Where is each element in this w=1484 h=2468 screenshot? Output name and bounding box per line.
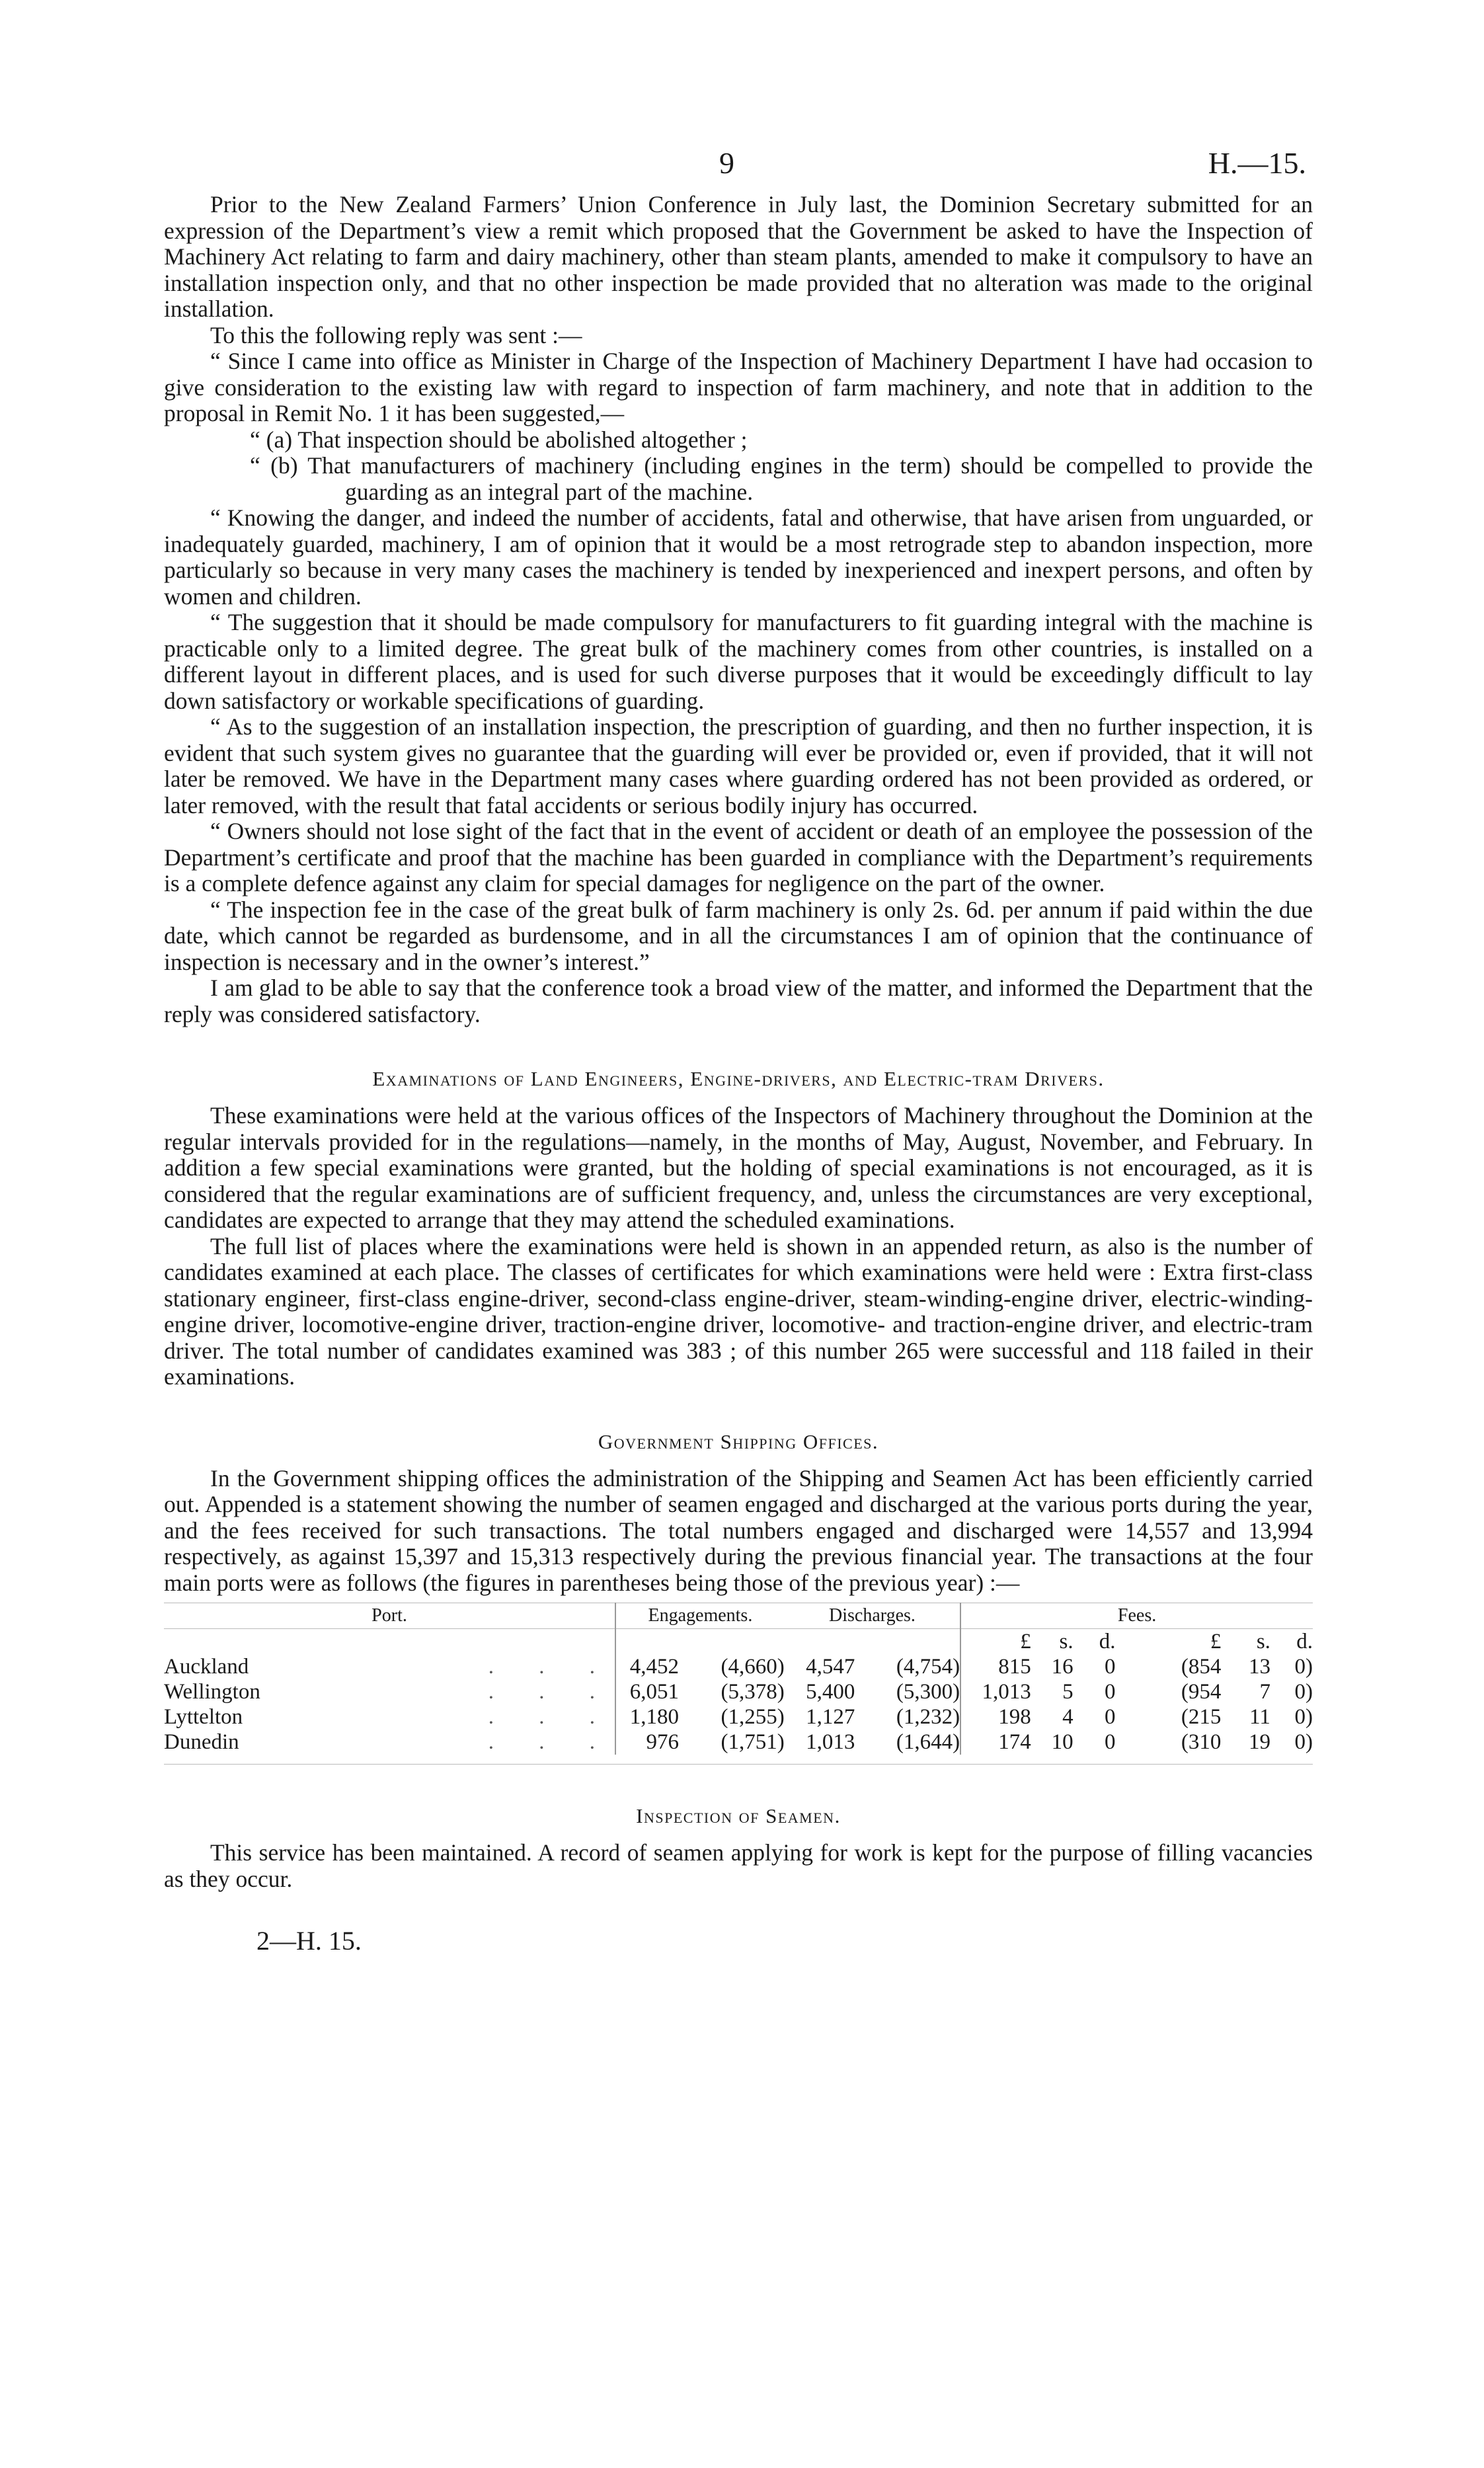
fees-pounds-cell: 1,013	[960, 1679, 1031, 1704]
page-header	[164, 132, 1313, 192]
fees-prev-pence-cell: 0)	[1294, 1730, 1313, 1754]
quote-danger: “ Knowing the danger, and indeed the number of accidents, fatal and otherwise, that have arisen from unguarded, or inadequately guarded, machinery, I am of opinion that it would be a most retrograde step to abandon inspection, more particularly so because in very many cases the machinery is tended by inexperienced and inexpert persons, and often by women and children.	[164, 504, 1313, 610]
table-row	[164, 1679, 1313, 1704]
engagements-cell: 976	[615, 1730, 679, 1755]
dot-leader: . . .	[488, 1730, 615, 1754]
fees-prev-pounds-cell: (310	[1181, 1730, 1222, 1754]
port-cell	[164, 1654, 615, 1679]
paragraph-exams-2: The full list of places where the examinations were held is shown in an appended return, as also is the number of candidates examined at each place. The classes of certificates for which examinations were held were : Extra first-class stationary engineer, first-class engine-driver, second-class engine-driver, steam-winding-engine driver, electric-winding-engine driver, locomotive-engine driver, traction-engine driver, locomotive- and traction-engine driver, and electric-tram driver. The total number of candidates examined was 383 ; of this number 265 were successful and 118 failed in their examinations.	[164, 1232, 1313, 1390]
table-header-row	[164, 1603, 1313, 1629]
engagements-prev-cell: (4,660)	[721, 1655, 785, 1679]
section-heading-seamen: Inspection of Seamen.	[636, 1804, 841, 1827]
fees-pounds-cell: 174	[960, 1730, 1031, 1755]
fees-prev-pence-cell: 0)	[1294, 1680, 1313, 1704]
shipping-table	[164, 1603, 1313, 1765]
document-page	[164, 132, 1313, 1956]
header-discharges: Discharges.	[785, 1603, 960, 1629]
fees-shillings-cell: 10	[1051, 1730, 1074, 1754]
fees-prev-shillings-cell: 19	[1248, 1730, 1270, 1754]
port-cell	[164, 1679, 615, 1704]
port-cell	[164, 1704, 615, 1730]
discharges-prev-cell: (1,644)	[896, 1730, 960, 1754]
port-name: Dunedin	[164, 1730, 239, 1754]
fees-prev-pounds-cell: (215	[1181, 1705, 1222, 1729]
quote-owners: “ Owners should not lose sight of the fact that in the event of accident or death of an employee the possession of the Department’s certificate and proof that the machine has been guarded in compliance with the Department’s requirements is a complete defence against any claim for special damages for negligence on the part of the owner.	[164, 818, 1313, 896]
dot-leader: . . .	[488, 1705, 615, 1729]
fees-prev-pounds-cell: (854	[1181, 1655, 1222, 1679]
unit-prev-pence: d.	[1296, 1630, 1313, 1653]
port-cell	[164, 1730, 615, 1755]
discharges-prev-cell: (1,232)	[896, 1705, 960, 1729]
engagements-prev-cell: (5,378)	[721, 1680, 785, 1704]
quote-item-b: “ (b) That manufacturers of machinery (including engines in the term) should be compelled to provide the guarding as an integral part of the machine.	[250, 452, 1313, 505]
discharges-prev-cell: (5,300)	[896, 1680, 960, 1704]
quote-minister-intro: “ Since I came into office as Minister in Charge of the Inspection of Machinery Department I have had occasion to give consideration to the existing law with regard to inspection of farm machinery, and note that in addition to the proposal in Remit No. 1 it has been suggested,—	[164, 348, 1313, 426]
fees-prev-pence-cell: 0)	[1294, 1655, 1313, 1679]
quote-item-a: “ (a) That inspection should be abolished altogether ;	[250, 426, 748, 453]
fees-prev-shillings-cell: 11	[1249, 1705, 1270, 1729]
quote-guarding: “ The suggestion that it should be made compulsory for manufacturers to fit guarding integral with the machine is practicable only to a limited degree. The great bulk of the machinery comes from other countries, is installed on a different layout in different places, and is used for such diverse purposes that it would be exceedingly difficult to lay down satisfactory or workable specifications of guarding.	[164, 609, 1313, 714]
paragraph-remit: Prior to the New Zealand Farmers’ Union Conference in July last, the Dominion Secretary submitted for an expression of the Department’s view a remit which proposed that the Government be asked to have the Inspection of Machinery Act relating to farm and dairy machinery, other than steam plants, amended to make it compulsory to have an installation inspection only, and that no other inspection be made provided that no alteration was made to the original installation.	[164, 191, 1313, 322]
paragraph-shipping: In the Government shipping offices the administration of the Shipping and Seamen Act has been efficiently carried out. Appended is a statement showing the number of seamen engaged and discharged at the various ports during the year, and the fees received for such transactions. The total numbers engaged and discharged were 14,557 and 13,994 respectively, as against 15,397 and 15,313 respectively during the previous financial year. The transactions at the four main ports were as follows (the figures in parentheses being those of the previous year) :—	[164, 1464, 1313, 1596]
fees-prev-pounds-cell: (954	[1181, 1680, 1222, 1704]
fees-prev-shillings-cell: 7	[1259, 1680, 1270, 1704]
fees-prev-shillings-cell: 13	[1248, 1655, 1270, 1679]
paragraph-seamen: This service has been maintained. A record of seamen applying for work is kept for the purpose of filling vacancies as they occur.	[164, 1839, 1313, 1892]
port-name: Wellington	[164, 1680, 260, 1704]
paragraph-reply-intro: To this the following reply was sent :—	[210, 321, 582, 348]
paragraph-conclusion: I am glad to be able to say that the conference took a broad view of the matter, and informed the Department that the reply was considered satisfactory.	[164, 975, 1313, 1027]
engagements-cell: 1,180	[615, 1704, 679, 1730]
fees-pounds-cell: 815	[960, 1654, 1031, 1679]
unit-prev-pounds: £	[1210, 1630, 1222, 1653]
discharges-prev-cell: (4,754)	[896, 1655, 960, 1679]
port-name: Auckland	[164, 1655, 249, 1679]
header-engagements: Engagements.	[615, 1603, 785, 1629]
table-row	[164, 1704, 1313, 1730]
unit-pounds: £	[960, 1629, 1031, 1655]
discharges-cell: 1,127	[806, 1705, 855, 1729]
discharges-cell: 5,400	[806, 1680, 855, 1704]
engagements-prev-cell: (1,255)	[721, 1705, 785, 1729]
signature-mark: 2—H. 15.	[256, 1926, 362, 1956]
section-heading-exams: Examinations of Land Engineers, Engine-drivers, and Electric-tram Drivers.	[372, 1067, 1105, 1090]
fees-shillings-cell: 16	[1051, 1655, 1074, 1679]
dot-leader: . . .	[488, 1680, 615, 1704]
units-row	[164, 1629, 1313, 1655]
header-port: Port.	[164, 1603, 615, 1629]
table-row	[164, 1730, 1313, 1755]
fees-pence-cell: 0	[1105, 1655, 1116, 1679]
engagements-cell: 4,452	[615, 1654, 679, 1679]
fees-pence-cell: 0	[1105, 1730, 1116, 1754]
discharges-cell: 4,547	[806, 1655, 855, 1679]
page-reference: H.—15.	[1208, 146, 1306, 180]
fees-prev-pence-cell: 0)	[1294, 1705, 1313, 1729]
fees-pence-cell: 0	[1105, 1680, 1116, 1704]
fees-pence-cell: 0	[1105, 1705, 1116, 1729]
unit-pence: d.	[1099, 1630, 1116, 1653]
paragraph-exams-1: These examinations were held at the various offices of the Inspectors of Machinery throughout the Dominion at the regular intervals provided for in the regulations—namely, in the months of May, August, November, and February. In addition a few special examinations were granted, but the holding of special examinations is not encouraged, as it is considered that the regular examinations are of sufficient frequency, and, unless the circumstances are very exceptional, candidates are expected to arrange that they may attend the scheduled examinations.	[164, 1102, 1313, 1233]
unit-prev-shillings: s.	[1256, 1630, 1270, 1653]
quote-fee: “ The inspection fee in the case of the great bulk of farm machinery is only 2s. 6d. per annum if paid within the due date, which cannot be regarded as burdensome, and in all the circumstances I am of opinion that the continuance of inspection is necessary and in the owner’s interest.”	[164, 896, 1313, 975]
discharges-cell: 1,013	[806, 1730, 855, 1754]
port-name: Lyttelton	[164, 1705, 243, 1729]
engagements-prev-cell: (1,751)	[721, 1730, 785, 1754]
dot-leader: . . .	[488, 1655, 615, 1679]
unit-shillings: s.	[1059, 1630, 1074, 1653]
table-row	[164, 1654, 1313, 1679]
section-heading-shipping: Government Shipping Offices.	[598, 1429, 879, 1453]
fees-shillings-cell: 4	[1062, 1705, 1074, 1729]
page-number: 9	[719, 146, 734, 180]
fees-shillings-cell: 5	[1062, 1680, 1074, 1704]
header-fees: Fees.	[960, 1603, 1313, 1629]
fees-pounds-cell: 198	[960, 1704, 1031, 1730]
quote-installation: “ As to the suggestion of an installation inspection, the prescription of guarding, and then no further inspection, it is evident that such system gives no guarantee that the guarding will ever be provided or, even if provided, that it will not later be removed. We have in the Department many cases where guarding ordered has not been provided as ordered, or later removed, with the result that fatal accidents or serious bodily injury has occurred.	[164, 713, 1313, 818]
engagements-cell: 6,051	[615, 1679, 679, 1704]
